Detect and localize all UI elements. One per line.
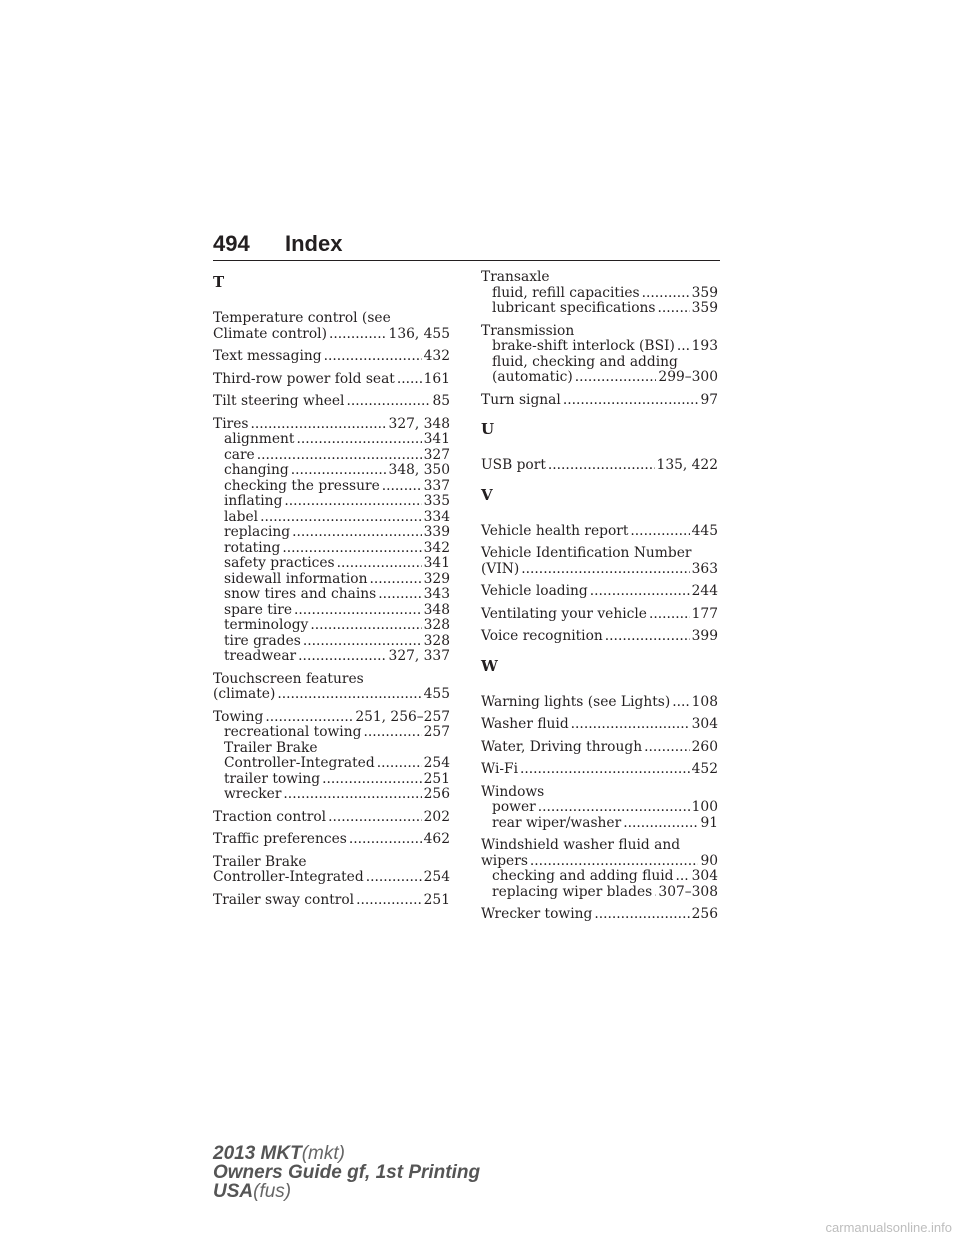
index-entry bbox=[213, 855, 450, 886]
index-line bbox=[213, 672, 450, 688]
index-line bbox=[481, 584, 718, 600]
entry-text: Vehicle Identification Number bbox=[481, 545, 692, 561]
entry-page-ref: 432 bbox=[423, 348, 450, 364]
dot-leader bbox=[303, 634, 422, 650]
entry-text: treadwear bbox=[224, 648, 297, 664]
entry-text: trailer towing bbox=[224, 770, 321, 787]
entry-text: Wi-Fi bbox=[481, 761, 518, 777]
index-line bbox=[481, 562, 718, 578]
index-entry bbox=[213, 394, 450, 410]
dot-leader bbox=[337, 556, 422, 572]
index-subentry bbox=[213, 772, 450, 788]
dot-leader bbox=[346, 394, 430, 410]
entry-page-ref: 341 bbox=[423, 431, 450, 447]
dot-leader bbox=[284, 494, 421, 510]
index-subentry bbox=[213, 725, 450, 741]
entry-page-ref: 399 bbox=[691, 628, 718, 644]
entry-text: wipers bbox=[481, 852, 528, 869]
index-entry bbox=[213, 372, 450, 388]
index-entry bbox=[213, 893, 450, 909]
index-entry bbox=[481, 458, 718, 474]
index-subentry bbox=[481, 355, 718, 371]
entry-text: Warning lights (see Lights) bbox=[481, 693, 671, 710]
section-letter: T bbox=[213, 273, 225, 291]
footer-model-code: (mkt) bbox=[301, 1143, 345, 1164]
entry-page-ref: 341 bbox=[423, 555, 450, 571]
dot-leader bbox=[521, 562, 689, 578]
entry-text: inflating bbox=[224, 493, 283, 509]
entry-text: Vehicle health report bbox=[481, 522, 629, 539]
index-subentry bbox=[213, 587, 450, 603]
entry-text: Voice recognition bbox=[481, 628, 603, 644]
entry-text: care bbox=[224, 446, 255, 463]
entry-page-ref: 91 bbox=[700, 814, 718, 831]
index-entry bbox=[481, 524, 718, 540]
footer-guide: Owners Guide gf, 1st Printing bbox=[213, 1162, 481, 1183]
index-entry bbox=[481, 393, 718, 409]
index-subentry bbox=[213, 432, 450, 448]
entry-text: Water, Driving through bbox=[481, 738, 643, 755]
entry-text: Tires bbox=[213, 415, 249, 432]
index-entry bbox=[481, 270, 718, 317]
dot-leader bbox=[382, 479, 422, 495]
dot-leader bbox=[571, 717, 690, 733]
dot-leader bbox=[605, 629, 690, 645]
entry-page-ref: 202 bbox=[423, 808, 450, 825]
dot-leader bbox=[520, 762, 690, 778]
index-line bbox=[481, 629, 718, 645]
page-header bbox=[213, 231, 720, 261]
dot-leader bbox=[642, 286, 690, 302]
dot-leader bbox=[538, 800, 690, 816]
entry-text: Tilt steering wheel bbox=[213, 393, 345, 409]
watermark: carmanualsonline.info bbox=[825, 1220, 952, 1235]
entry-page-ref: 339 bbox=[423, 524, 450, 540]
page-number: 494 bbox=[213, 231, 250, 256]
entry-text: Trailer Brake bbox=[224, 739, 318, 756]
index-line bbox=[481, 838, 718, 854]
entry-text: Wrecker towing bbox=[481, 906, 593, 922]
dot-leader bbox=[328, 810, 422, 826]
index-entry bbox=[481, 838, 718, 900]
index-entry bbox=[481, 584, 718, 600]
entry-page-ref: 359 bbox=[691, 284, 718, 301]
entry-text: Traction control bbox=[213, 808, 327, 825]
entry-text: fluid, refill capacities bbox=[492, 284, 640, 301]
entry-page-ref: 462 bbox=[423, 831, 450, 847]
index-line bbox=[481, 695, 718, 711]
index-subentry bbox=[481, 370, 718, 386]
dot-leader bbox=[623, 816, 698, 832]
dot-leader bbox=[366, 870, 422, 886]
index-line bbox=[481, 907, 718, 923]
entry-text: alignment bbox=[224, 431, 295, 447]
entry-text: Climate control) bbox=[213, 325, 327, 342]
entry-page-ref: 455 bbox=[423, 686, 450, 702]
dot-leader bbox=[298, 649, 386, 665]
dot-leader bbox=[658, 301, 690, 317]
index-line bbox=[213, 855, 450, 871]
entry-page-ref: 256 bbox=[691, 906, 718, 922]
index-subentry bbox=[213, 510, 450, 526]
dot-leader bbox=[265, 710, 353, 726]
index-line bbox=[481, 524, 718, 540]
index-line bbox=[213, 810, 450, 826]
dot-leader bbox=[654, 885, 656, 901]
dot-leader bbox=[370, 572, 422, 588]
entry-page-ref: 304 bbox=[691, 868, 718, 884]
entry-page-ref: 251 bbox=[423, 770, 450, 787]
index-line bbox=[213, 870, 450, 886]
footer-market: USA bbox=[213, 1181, 254, 1202]
entry-text: wrecker bbox=[224, 786, 282, 802]
dot-leader bbox=[575, 370, 657, 386]
dot-leader bbox=[378, 587, 421, 603]
index-line bbox=[481, 740, 718, 756]
index-subentry bbox=[213, 525, 450, 541]
entry-text: power bbox=[492, 799, 536, 815]
entry-page-ref: 343 bbox=[423, 586, 450, 602]
dot-leader bbox=[282, 541, 421, 557]
entry-text: replacing bbox=[224, 524, 291, 540]
index-subentry bbox=[213, 618, 450, 634]
index-entry bbox=[213, 672, 450, 703]
entry-page-ref: 328 bbox=[423, 617, 450, 633]
dot-leader bbox=[644, 740, 690, 756]
footer-model: 2013 MKT bbox=[213, 1143, 302, 1164]
entry-text: sidewall information bbox=[224, 570, 368, 587]
dot-leader bbox=[324, 349, 422, 365]
entry-page-ref: 327 bbox=[423, 446, 450, 463]
entry-page-ref: 348, 350 bbox=[388, 462, 450, 478]
entry-page-ref: 307–308 bbox=[658, 883, 718, 900]
entry-page-ref: 97 bbox=[700, 391, 718, 408]
index-subentry bbox=[481, 286, 718, 302]
header-rule bbox=[213, 260, 720, 261]
dot-leader bbox=[675, 869, 689, 885]
index-entry bbox=[481, 762, 718, 778]
index-subentry bbox=[213, 787, 450, 803]
dot-leader bbox=[277, 687, 421, 703]
dot-leader bbox=[283, 787, 421, 803]
entry-text: Ventilating your vehicle bbox=[481, 605, 647, 622]
entry-page-ref: 342 bbox=[423, 539, 450, 556]
entry-text: Windshield washer fluid and bbox=[481, 837, 681, 853]
dot-leader bbox=[530, 854, 699, 870]
dot-leader bbox=[257, 448, 422, 464]
entry-text: fluid, checking and adding bbox=[492, 353, 678, 370]
index-entry bbox=[481, 629, 718, 645]
entry-text: Towing bbox=[213, 708, 264, 725]
entry-page-ref: 363 bbox=[691, 560, 718, 577]
entry-page-ref: 337 bbox=[423, 477, 450, 494]
index-line bbox=[481, 607, 718, 623]
entry-page-ref: 348 bbox=[423, 601, 450, 618]
footer-market-code: (fus) bbox=[253, 1181, 292, 1202]
entry-page-ref: 177 bbox=[691, 605, 718, 622]
index-line bbox=[481, 854, 718, 870]
index-line bbox=[213, 394, 450, 410]
dot-leader bbox=[594, 907, 689, 923]
index-subentry bbox=[213, 649, 450, 665]
entry-text: Traffic preferences bbox=[213, 831, 347, 847]
entry-page-ref: 334 bbox=[423, 508, 450, 525]
index-line bbox=[213, 327, 450, 343]
dot-leader bbox=[630, 524, 689, 540]
entry-text: Transmission bbox=[481, 322, 575, 339]
dot-leader bbox=[329, 327, 387, 343]
entry-page-ref: 90 bbox=[700, 852, 718, 869]
index-line bbox=[481, 393, 718, 409]
entry-page-ref: 452 bbox=[691, 761, 718, 777]
index-entry bbox=[481, 785, 718, 832]
dot-leader bbox=[349, 832, 422, 848]
entry-page-ref: 256 bbox=[423, 786, 450, 802]
entry-text: rear wiper/washer bbox=[492, 814, 622, 831]
index-line bbox=[213, 417, 450, 433]
entry-page-ref: 136, 455 bbox=[388, 325, 450, 342]
section-letter: W bbox=[481, 656, 498, 675]
entry-page-ref: 445 bbox=[691, 522, 718, 539]
index-subentry bbox=[481, 816, 718, 832]
entry-text: terminology bbox=[224, 617, 309, 633]
dot-leader bbox=[291, 463, 387, 479]
entry-text: Washer fluid bbox=[481, 716, 569, 732]
index-entry bbox=[481, 717, 718, 733]
index-entry bbox=[481, 695, 718, 711]
entry-page-ref: 251 bbox=[423, 891, 450, 908]
index-subentry bbox=[481, 800, 718, 816]
index-subentry bbox=[481, 339, 718, 355]
index-subentry bbox=[213, 448, 450, 464]
entry-text: checking the pressure bbox=[224, 477, 380, 494]
index-subentry bbox=[213, 572, 450, 588]
dot-leader bbox=[677, 339, 690, 355]
dot-leader bbox=[356, 893, 422, 909]
entry-page-ref: 135, 422 bbox=[656, 457, 718, 473]
index-column-left bbox=[213, 270, 450, 915]
entry-page-ref: 193 bbox=[691, 338, 718, 354]
index-subentry bbox=[213, 541, 450, 557]
dot-leader bbox=[296, 432, 421, 448]
index-subentry bbox=[481, 869, 718, 885]
index-entry bbox=[213, 417, 450, 665]
index-subentry bbox=[213, 556, 450, 572]
index-line bbox=[213, 893, 450, 909]
dot-leader bbox=[310, 618, 421, 634]
entry-text: snow tires and chains bbox=[224, 586, 377, 602]
entry-text: USB port bbox=[481, 457, 546, 473]
entry-text: Temperature control (see bbox=[213, 310, 391, 326]
index-entry bbox=[213, 311, 450, 342]
entry-text: lubricant specifications bbox=[492, 300, 656, 316]
index-line bbox=[481, 762, 718, 778]
index-entry bbox=[481, 907, 718, 923]
dot-leader bbox=[250, 417, 386, 433]
dot-leader bbox=[548, 458, 655, 474]
index-entry bbox=[481, 607, 718, 623]
index-line bbox=[481, 785, 718, 801]
section-letter: U bbox=[481, 420, 495, 438]
section-letter: V bbox=[481, 485, 493, 504]
index-subentry bbox=[213, 494, 450, 510]
entry-page-ref: 329 bbox=[423, 570, 450, 587]
entry-page-ref: 260 bbox=[691, 738, 718, 755]
entry-text: Controller-Integrated bbox=[224, 755, 375, 771]
index-line bbox=[213, 832, 450, 848]
index-subentry bbox=[481, 885, 718, 901]
index-entry bbox=[213, 832, 450, 848]
index-entry bbox=[213, 349, 450, 365]
index-line bbox=[481, 546, 718, 562]
index-line bbox=[481, 717, 718, 733]
dot-leader bbox=[563, 393, 699, 409]
entry-text: Text messaging bbox=[213, 348, 322, 364]
entry-page-ref: 244 bbox=[691, 583, 718, 599]
index-entry bbox=[481, 324, 718, 386]
entry-text: Windows bbox=[481, 783, 545, 800]
entry-page-ref: 254 bbox=[423, 755, 450, 771]
entry-text: rotating bbox=[224, 539, 281, 556]
page-title: Index bbox=[285, 231, 343, 256]
entry-page-ref: 304 bbox=[691, 716, 718, 732]
entry-text: (automatic) bbox=[492, 369, 573, 385]
dot-leader bbox=[363, 725, 421, 741]
index-entry bbox=[213, 810, 450, 826]
entry-text: Vehicle loading bbox=[481, 583, 588, 599]
dot-leader bbox=[377, 756, 422, 772]
entry-text: brake-shift interlock (BSI) bbox=[492, 338, 675, 354]
index-column-right bbox=[481, 270, 718, 930]
dot-leader bbox=[294, 603, 422, 619]
index-line bbox=[213, 311, 450, 327]
entry-text: label bbox=[224, 508, 259, 525]
entry-text: replacing wiper blades bbox=[492, 883, 653, 900]
index-subentry bbox=[213, 741, 450, 757]
entry-page-ref: 254 bbox=[423, 869, 450, 885]
index-entry bbox=[481, 740, 718, 756]
index-subentry bbox=[213, 603, 450, 619]
entry-text: (VIN) bbox=[481, 560, 520, 577]
entry-text: Trailer sway control bbox=[213, 891, 355, 908]
entry-text: Third-row power fold seat bbox=[213, 370, 395, 387]
entry-text: tire grades bbox=[224, 632, 301, 649]
dot-leader bbox=[260, 510, 422, 526]
entry-text: checking and adding fluid bbox=[492, 868, 674, 884]
entry-text: safety practices bbox=[224, 555, 335, 571]
index-line bbox=[213, 687, 450, 703]
dot-leader bbox=[292, 525, 422, 541]
index-entry bbox=[481, 546, 718, 577]
document-footer bbox=[213, 1144, 480, 1201]
entry-text: Transaxle bbox=[481, 269, 550, 285]
index-line bbox=[213, 372, 450, 388]
index-subentry bbox=[213, 756, 450, 772]
footer-line-guide bbox=[213, 1163, 480, 1182]
entry-page-ref: 251, 256–257 bbox=[355, 708, 450, 725]
entry-page-ref: 328 bbox=[423, 632, 450, 649]
entry-page-ref: 108 bbox=[691, 693, 718, 710]
entry-page-ref: 327, 348 bbox=[388, 415, 450, 432]
footer-line-model bbox=[213, 1144, 480, 1163]
entry-page-ref: 257 bbox=[423, 724, 450, 740]
entry-page-ref: 161 bbox=[423, 370, 450, 387]
entry-text: changing bbox=[224, 462, 289, 478]
dot-leader bbox=[322, 772, 422, 788]
index-entry bbox=[213, 710, 450, 803]
entry-text: recreational towing bbox=[224, 724, 362, 740]
entry-text: Trailer Brake bbox=[213, 853, 307, 870]
entry-text: Touchscreen features bbox=[213, 670, 364, 687]
entry-page-ref: 299–300 bbox=[658, 369, 718, 385]
entry-page-ref: 85 bbox=[432, 393, 450, 409]
index-subentry bbox=[213, 463, 450, 479]
index-line bbox=[481, 458, 718, 474]
entry-page-ref: 335 bbox=[423, 493, 450, 509]
entry-text: Controller-Integrated bbox=[213, 869, 364, 885]
dot-leader bbox=[590, 584, 690, 600]
entry-text: spare tire bbox=[224, 601, 293, 618]
dot-leader bbox=[397, 372, 422, 388]
dot-leader bbox=[649, 607, 690, 623]
entry-text: Turn signal bbox=[481, 391, 561, 408]
index-subentry bbox=[213, 634, 450, 650]
entry-page-ref: 359 bbox=[691, 300, 718, 316]
index-line bbox=[481, 324, 718, 340]
index-line bbox=[481, 270, 718, 286]
index-line bbox=[213, 349, 450, 365]
index-subentry bbox=[213, 479, 450, 495]
index-subentry bbox=[481, 301, 718, 317]
footer-line-market bbox=[213, 1182, 480, 1201]
dot-leader bbox=[672, 695, 689, 711]
entry-text: (climate) bbox=[213, 686, 276, 702]
entry-page-ref: 100 bbox=[691, 799, 718, 815]
entry-page-ref: 327, 337 bbox=[388, 648, 450, 664]
index-line bbox=[213, 710, 450, 726]
